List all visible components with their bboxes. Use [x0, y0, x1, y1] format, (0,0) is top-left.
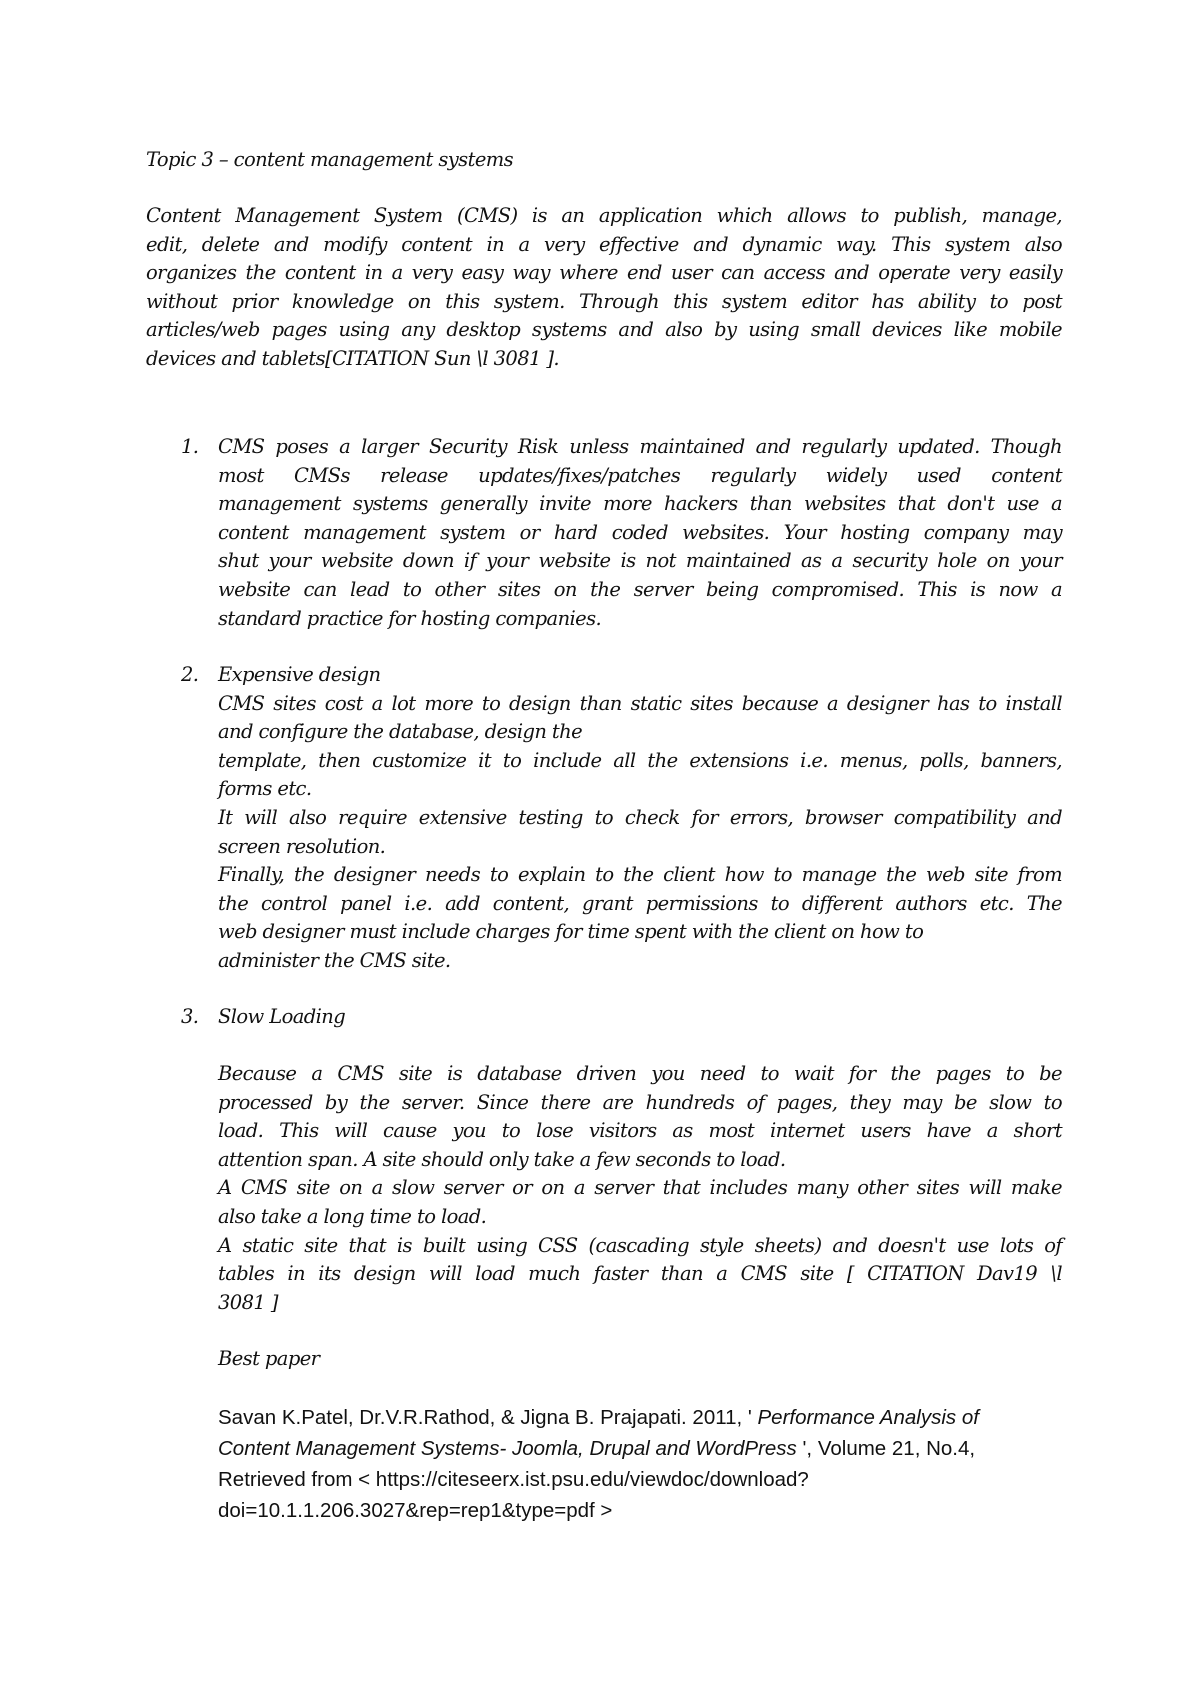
list-item-line: Because a CMS site is database driven you need to wait for the pages to be — [218, 1062, 1062, 1085]
intro-line: without prior knowledge on this system. Through this system editor has ability to post — [146, 289, 1062, 313]
list-item-line: Finally, the designer needs to explain to the client how to manage the web site from — [218, 863, 1062, 887]
list-item-line: 3081 ] — [218, 1290, 278, 1314]
list-item-line: and configure the database, design the — [218, 720, 583, 744]
list-item-line: load. This will cause you to lose visitors as most internet users have a short — [218, 1119, 1062, 1143]
list-item-line: It will also require extensive testing to check for errors, browser compatibility and — [218, 805, 1062, 829]
list-item-line: the control panel i.e. add content, grant permissions to different authors etc. The — [218, 891, 1062, 915]
list-item-line: forms etc. — [218, 777, 312, 801]
list-item-heading: Expensive design — [218, 663, 381, 686]
list-item-line: also take a long time to load. — [218, 1204, 487, 1228]
reference-authors: Savan K.Patel, Dr.V.R.Rathod, & Jigna B. Prajapati. 2011, ' — [218, 1406, 752, 1429]
list-item-line: attention span. A site should only take a few seconds to load. — [218, 1147, 786, 1171]
intro-line: organizes the content in a very easy way where end user can access and operate very easily — [146, 261, 1062, 285]
intro-line: Content Management System (CMS) is an application which allows to publish, manage, — [146, 204, 1062, 227]
best-paper-label: Best paper — [218, 1347, 320, 1370]
list-item-line: web designer must include charges for time spent with the client on how to — [218, 920, 924, 944]
list-item-1 — [218, 433, 1062, 633]
reference-doi: doi=10.1.1.206.3027&rep=rep1&type=pdf > — [218, 1499, 613, 1522]
list-item-line: CMS poses a larger Security Risk unless maintained and regularly updated. Though — [218, 435, 1062, 458]
list-item-line: template, then customize it to include all the extensions i.e. menus, polls, banners, — [218, 748, 1062, 772]
list-item-3 — [218, 1060, 1062, 1317]
intro-line: articles/web pages using any desktop systems and also by using small devices like mobile — [146, 318, 1062, 342]
list-item-line: website can lead to other sites on the server being compromised. This is now a — [218, 577, 1062, 601]
list-item-line: processed by the server. Since there are hundreds of pages, they may be slow to — [218, 1090, 1062, 1114]
list-item-line: shut your website down if your website is not maintained as a security hole on your — [218, 549, 1062, 573]
list-item-heading: Slow Loading — [218, 1005, 346, 1028]
list-number-2: 2. — [181, 663, 199, 686]
list-item-line: management systems generally invite more hackers than websites that don't use a — [218, 492, 1062, 516]
list-item-line: most CMSs release updates/fixes/patches regularly widely used content — [218, 463, 1062, 487]
reference-retrieved: Retrieved from < https://citeseerx.ist.psu.edu/viewdoc/download? — [218, 1468, 809, 1491]
list-item-2 — [218, 661, 1062, 976]
list-item-line: administer the CMS site. — [218, 948, 451, 972]
list-item-line: content management system or hard coded websites. Your hosting company may — [218, 520, 1062, 544]
reference-volume: ', Volume 21, No.4, — [802, 1437, 976, 1460]
reference-block — [218, 1402, 1078, 1526]
list-item-line: A static site that is built using CSS (cascading style sheets) and doesn't use lots of — [218, 1233, 1062, 1257]
document-title: Topic 3 – content management systems — [146, 148, 514, 171]
intro-line: devices and tablets[CITATION Sun \l 3081 ]. — [146, 346, 560, 370]
intro-line: edit, delete and modify content in a very effective and dynamic way. This system also — [146, 232, 1062, 256]
reference-line-1 — [218, 1402, 1078, 1433]
reference-title-part1: Performance Analysis of — [751, 1406, 979, 1429]
list-item-line: tables in its design will load much faster than a CMS site [ CITATION Dav19 \l — [218, 1262, 1062, 1286]
list-item-line: screen resolution. — [218, 834, 386, 858]
list-item-line: CMS sites cost a lot more to design than static sites because a designer has to install — [218, 691, 1062, 715]
intro-paragraph — [146, 202, 1062, 374]
list-number-3: 3. — [181, 1005, 199, 1028]
reference-line-2 — [218, 1433, 1078, 1464]
list-item-line: standard practice for hosting companies. — [218, 606, 602, 630]
list-item-3-heading-wrap — [218, 1003, 1062, 1032]
list-number-1: 1. — [181, 435, 199, 458]
list-item-line: A CMS site on a slow server or on a server that includes many other sites will make — [218, 1176, 1062, 1200]
reference-title-part2: Content Management Systems- Joomla, Drupal and WordPress — [218, 1437, 803, 1460]
